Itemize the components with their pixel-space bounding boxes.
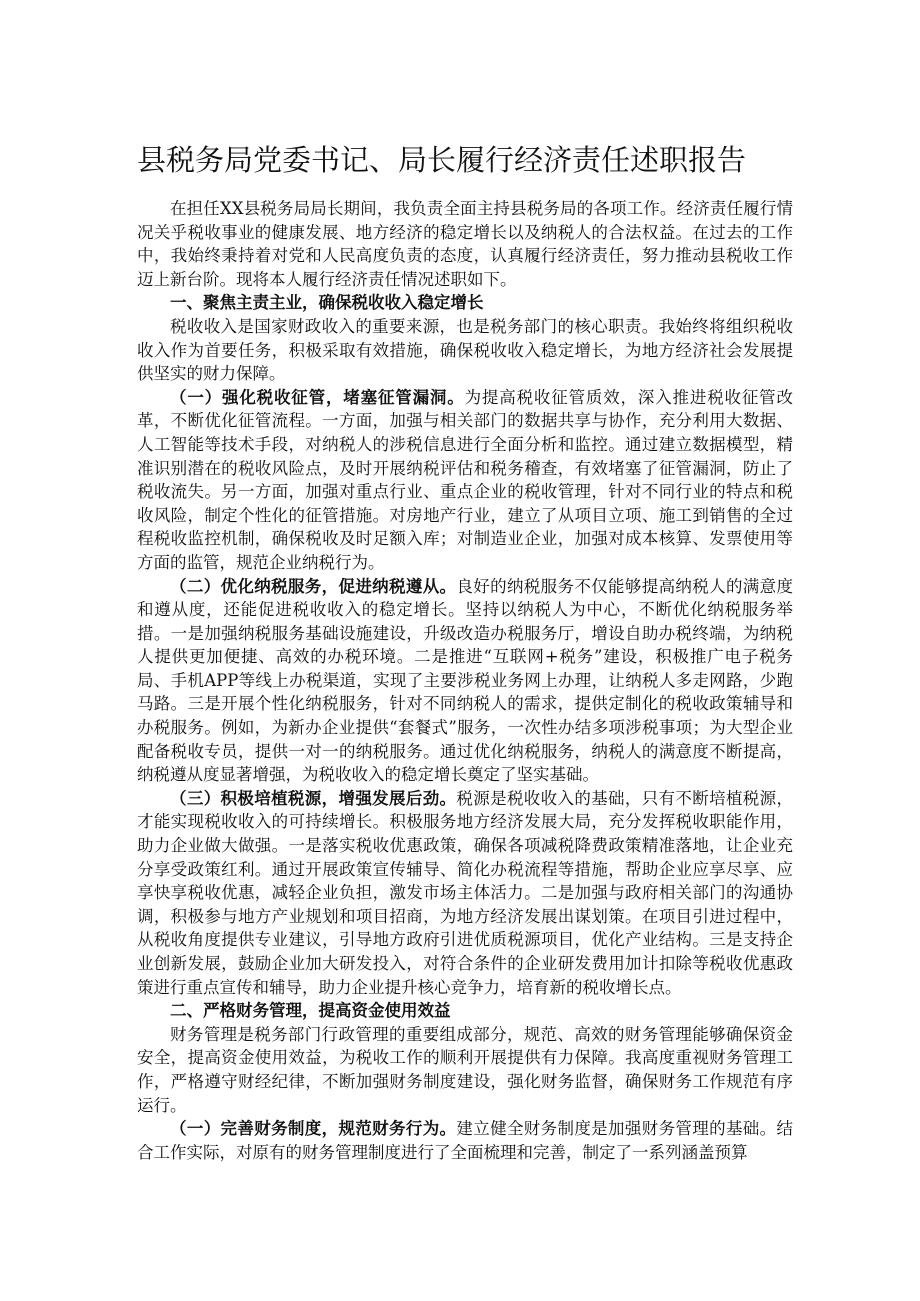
section2-item1-text: 建立健全财务制度是加强财务管理的基础。结合工作实际，对原有的财务管理制度进行了全面梳理和完善，制定了一系列涵盖预算 bbox=[137, 1119, 794, 1162]
section2-heading: 二、严格财务管理，提高资金使用效益 bbox=[170, 1001, 451, 1021]
section1-item2-text: 良好的纳税服务不仅能够提高纳税人的满意度和遵从度，还能促进税收收入的稳定增长。坚持以纳税人为中心，不断优化纳税服务举措。一是加强纳税服务基础设施建设，升级改造办税服务厅，增设自助办税终端，为纳税人提供更加便捷、高效的办税环境。二是推进“互联网+税务”建设，积极推广电子税务局、手机APP等线上办税渠道，实现了主要涉税业务网上办理，让纳税人多走网路，少跑马路。三是开展个性化纳税服务，针对不同纳税人的需求，提供定制化的税收政策辅导和办税服务。例如，为新办企业提供“套餐式”服务，一次性办结多项涉税事项；为大型企业配备税收专员，提供一对一的纳税服务。通过优化纳税服务，纳税人的满意度不断提高，纳税遵从度显著增强，为税收收入的稳定增长奠定了坚实基础。 bbox=[137, 576, 794, 785]
section2-item1-head: （一）完善财务制度，规范财务行为。 bbox=[170, 1119, 457, 1139]
section2-lead-paragraph: 财务管理是税务部门行政管理的重要组成部分，规范、高效的财务管理能够确保资金安全，提高资金使用效益，为税收工作的顺利开展提供有力保障。我高度重视财务管理工作，严格遵守财经纪律，不断加强财务制度建设，强化财务监督，确保财务工作规范有序运行。 bbox=[137, 1024, 793, 1115]
document-body bbox=[137, 197, 793, 1164]
section1-lead-paragraph: 税收收入是国家财政收入的重要来源，也是税务部门的核心职责。我始终将组织税收收入作为首要任务，积极采取有效措施，确保税收收入稳定增长，为地方经济社会发展提供坚实的财力保障。 bbox=[137, 316, 793, 384]
section1-item1-text: 为提高税收征管质效，深入推进税收征管改革，不断优化征管流程。一方面，加强与相关部门的数据共享与协作，充分利用大数据、人工智能等技术手段，对纳税人的涉税信息进行全面分析和监控。通过建立数据模型，精准识别潜在的税收风险点，及时开展纳税评估和税务稽查，有效堵塞了征管漏洞，防止了税收流失。另一方面，加强对重点行业、重点企业的税收管理，针对不同行业的特点和税收风险，制定个性化的征管措施。对房地产行业，建立了从项目立项、施工到销售的全过程税收监控机制，确保税收及时足额入库；对制造业企业，加强对成本核算、发票使用等方面的监管，规范企业纳税行为。 bbox=[137, 387, 794, 572]
document-title: 县税务局党委书记、局长履行经济责任述职报告 bbox=[137, 143, 747, 177]
section1-heading: 一、聚焦主责主业，确保税收收入稳定增长 bbox=[170, 293, 484, 313]
section1-item2-paragraph bbox=[137, 575, 793, 787]
section1-item3-text: 税源是税收收入的基础，只有不断培植税源，才能实现税收收入的可持续增长。积极服务地方经济发展大局，充分发挥税收职能作用，助力企业做大做强。一是落实税收优惠政策，确保各项减税降费政策精准落地，让企业充分享受政策红利。通过开展政策宣传辅导、简化办税流程等措施，帮助企业应享尽享、应享快享税收优惠，减轻企业负担，激发市场主体活力。二是加强与政府相关部门的沟通协调，积极参与地方产业规划和项目招商，为地方经济发展出谋划策。在项目引进过程中，从税收角度提供专业建议，引导地方政府引进优质税源项目，优化产业结构。三是支持企业创新发展，鼓励企业加大研发投入，对符合条件的企业研发费用加计扣除等税收优惠政策进行重点宣传和辅导，助力企业提升核心竞争力，培育新的税收增长点。 bbox=[137, 788, 794, 997]
section1-item2-head: （二）优化纳税服务，促进纳税遵从。 bbox=[170, 576, 457, 596]
intro-paragraph: 在担任XX县税务局局长期间，我负责全面主持县税务局的各项工作。经济责任履行情况关乎税收事业的健康发展、地方经济的稳定增长以及纳税人的合法权益。在过去的工作中，我始终秉持着对党和人民高度负责的态度，认真履行经济责任，努力推动县税收工作迈上新台阶。现将本人履行经济责任情况述职如下。 bbox=[137, 199, 793, 289]
section1-item3-head: （三）积极培植税源，增强发展后劲。 bbox=[170, 788, 457, 808]
section1-item1-paragraph bbox=[137, 386, 793, 575]
section1-item1-head: （一）强化税收征管，堵塞征管漏洞。 bbox=[170, 387, 465, 407]
section2-item1-paragraph bbox=[137, 1117, 793, 1164]
section1-item3-paragraph bbox=[137, 787, 793, 999]
